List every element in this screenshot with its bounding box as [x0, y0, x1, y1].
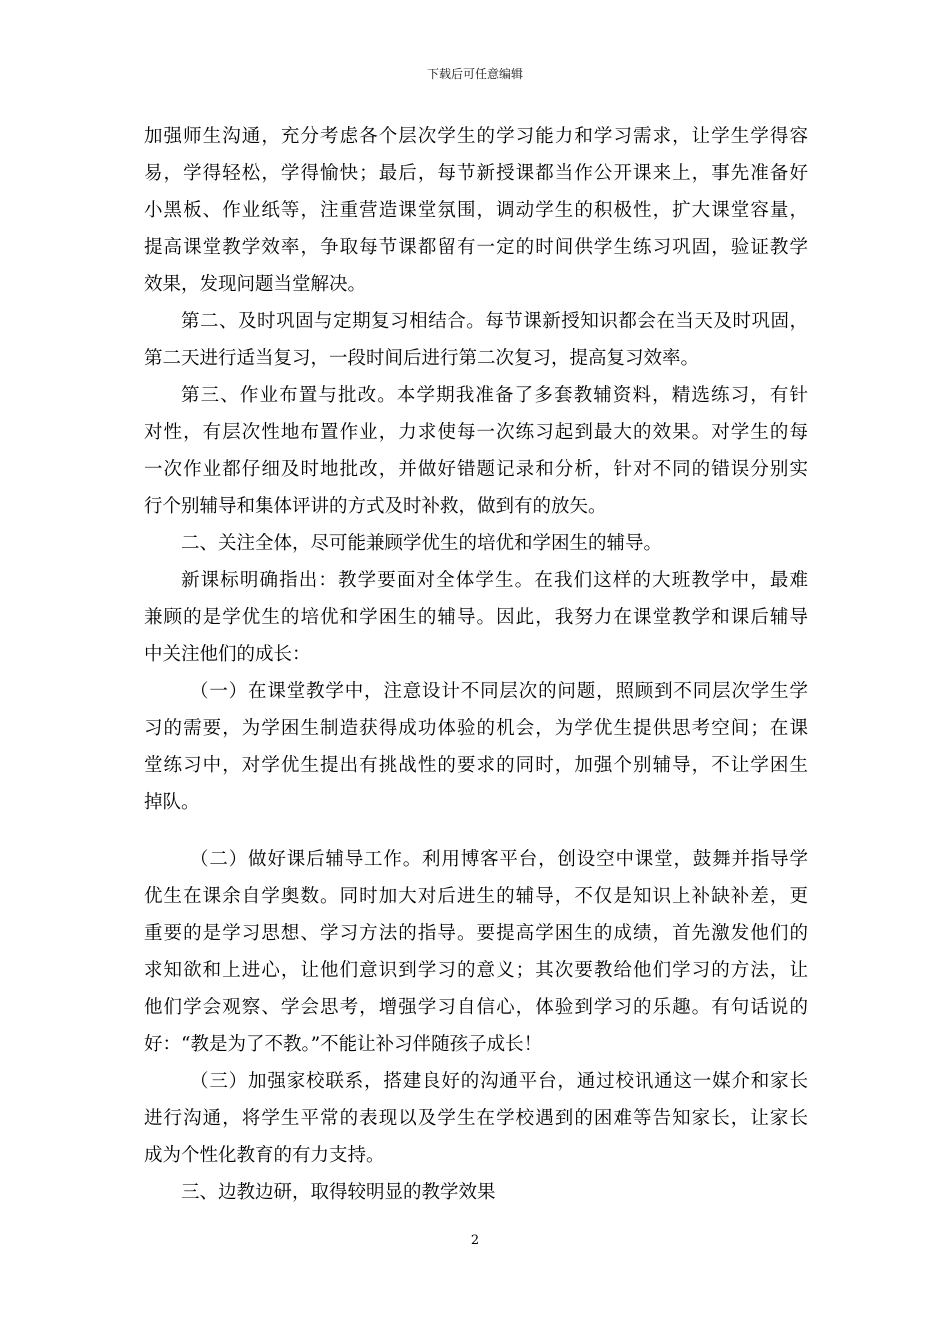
- text-line: 小黑板、作业纸等，注重营造课堂氛围，调动学生的积极性，扩大课堂容量，: [144, 200, 808, 221]
- text-line: 好：“教是为了不教。”不能让补习伴随孩子成长！: [144, 1034, 543, 1055]
- page-number: 2: [470, 1233, 480, 1248]
- text-line: 三、边教边研，取得较明显的教学效果: [181, 1182, 496, 1203]
- document-body: [144, 118, 808, 1211]
- text-line: 易，学得轻松，学得愉快；最后，每节新授课都当作公开课来上，事先准备好: [144, 163, 808, 184]
- text-line: 他们学会观察、学会思考，增强学习自信心，体验到学习的乐趣。有句话说的: [144, 997, 808, 1018]
- text-line: 兼顾的是学优生的培优和学困生的辅导。因此，我努力在课堂教学和课后辅导: [144, 607, 808, 628]
- text-line: 二、关注全体，尽可能兼顾学优生的培优和学困生的辅导。: [181, 533, 663, 554]
- text-line: （一）在课堂教学中，注意设计不同层次的问题，照顾到不同层次学生学: [190, 681, 808, 702]
- text-line: 掉队。: [144, 792, 200, 813]
- text-line: 求知欲和上进心，让他们意识到学习的意义；其次要教给他们学习的方法，让: [144, 960, 808, 981]
- text-line: 行个别辅导和集体评讲的方式及时补救，做到有的放矢。: [144, 496, 607, 517]
- text-line: 优生在课余自学奥数。同时加大对后进生的辅导，不仅是知识上补缺补差，更: [144, 886, 808, 907]
- text-line: 一次作业都仔细及时地批改，并做好错题记录和分析，针对不同的错误分别实: [144, 459, 808, 480]
- text-line: 第三、作业布置与批改。本学期我准备了多套教辅资料，精选练习，有针: [181, 385, 808, 406]
- paragraph-gap: [144, 821, 808, 841]
- section-heading-2: [144, 525, 808, 562]
- paragraph-5: [144, 562, 808, 673]
- paragraph-7: [144, 841, 808, 1063]
- text-line: 进行沟通，将学生平常的表现以及学生在学校遇到的困难等告知家长，让家长: [144, 1108, 808, 1129]
- page-header: 下载后可任意编辑: [426, 67, 523, 81]
- text-line: 加强师生沟通，充分考虑各个层次学生的学习能力和学习需求，让学生学得容: [144, 126, 808, 147]
- text-line: 提高课堂教学效率，争取每节课都留有一定的时间供学生练习巩固，验证教学: [144, 237, 808, 258]
- paragraph-8: [144, 1063, 808, 1174]
- text-line: 中关注他们的成长：: [144, 644, 311, 665]
- text-line: （二）做好课后辅导工作。利用博客平台，创设空中课堂，鼓舞并指导学: [190, 849, 808, 870]
- paragraph-6: [144, 673, 808, 821]
- text-line: 习的需要，为学困生制造获得成功体验的机会，为学优生提供思考空间；在课: [144, 718, 808, 739]
- text-line: 第二天进行适当复习，一段时间后进行第二次复习，提高复习效率。: [144, 348, 700, 369]
- section-heading-3: [144, 1174, 808, 1211]
- text-line: 效果，发现问题当堂解决。: [144, 274, 367, 295]
- text-line: 成为个性化教育的有力支持。: [144, 1145, 385, 1166]
- text-line: 对性，有层次性地布置作业，力求使每一次练习起到最大的效果。对学生的每: [144, 422, 808, 443]
- text-line: 重要的是学习思想、学习方法的指导。要提高学困生的成绩，首先激发他们的: [144, 923, 808, 944]
- paragraph-1: [144, 118, 808, 303]
- text-line: 新课标明确指出：教学要面对全体学生。在我们这样的大班教学中，最难: [181, 570, 808, 591]
- text-line: 堂练习中，对学优生提出有挑战性的要求的同时，加强个别辅导，不让学困生: [144, 755, 808, 776]
- paragraph-3: [144, 377, 808, 525]
- text-line: （三）加强家校联系，搭建良好的沟通平台，通过校讯通这一媒介和家长: [190, 1071, 808, 1092]
- paragraph-2: [144, 303, 808, 377]
- text-line: 第二、及时巩固与定期复习相结合。每节课新授知识都会在当天及时巩固，: [181, 311, 808, 332]
